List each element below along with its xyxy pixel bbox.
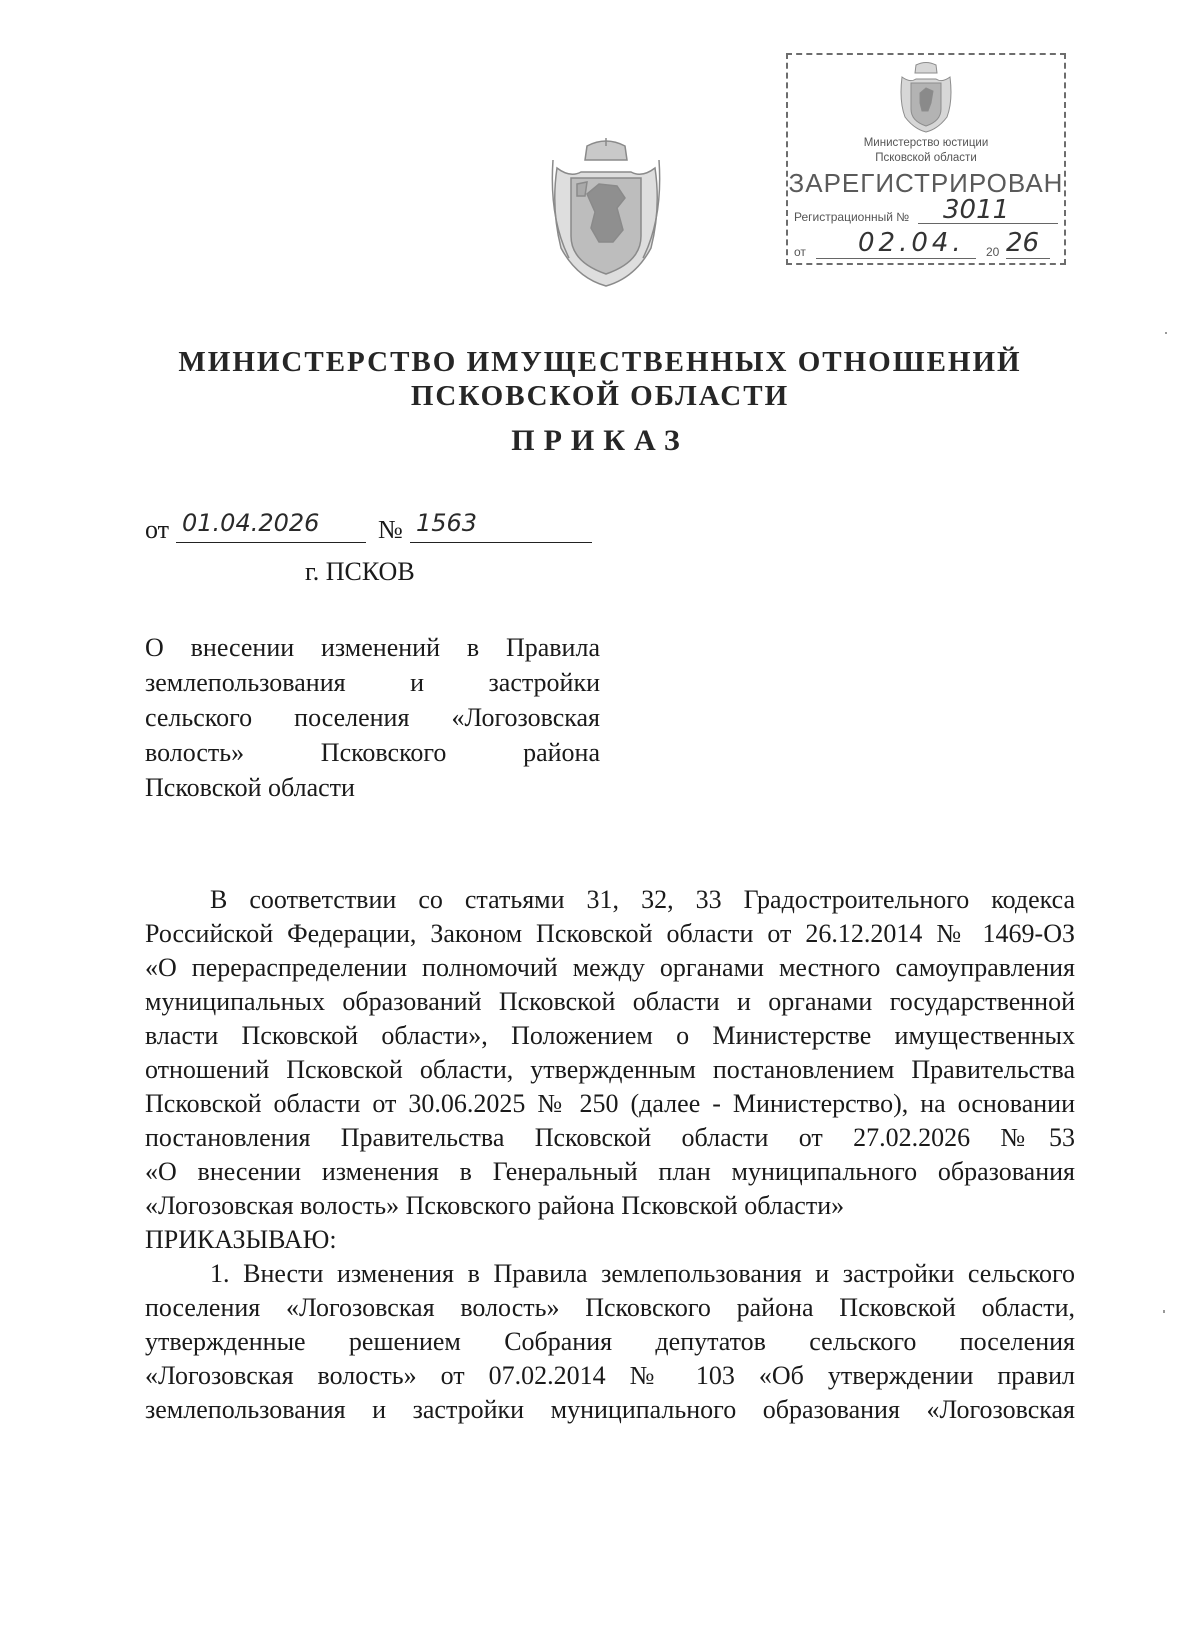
preamble-line: Российской Федерации, Законом Псковской области от 26.12.2014 № 1469-ОЗ (145, 919, 1075, 948)
document-type-title: ПРИКАЗ (511, 424, 689, 457)
subject-line: Псковской области (145, 773, 355, 802)
subject-line: землепользования и застройки (145, 668, 600, 697)
preamble-line: отношений Псковской области, утвержденным постановлением Правительства (145, 1055, 1075, 1084)
order-number-value: 1563 (416, 509, 478, 537)
stamp-year-prefix: 20 (986, 245, 1000, 259)
stamp-year-underline (1006, 258, 1050, 259)
preamble-line: муниципальных образований Псковской области и органами государственной (145, 987, 1075, 1016)
subject-line: сельского поселения «Логозовская (145, 703, 600, 732)
stamp-ministry-line: Министерство юстиции (863, 137, 989, 149)
item1-line: «Логозовская волость» от 07.02.2014 № 103 «Об утверждении правил (145, 1361, 1075, 1390)
order-word: ПРИКАЗЫВАЮ: (145, 1225, 337, 1254)
item1-line: 1. Внести изменения в Правила землепользования и застройки сельского (210, 1259, 1075, 1288)
preamble-line: Псковской области от 30.06.2025 № 250 (далее - Министерство), на основании (145, 1089, 1075, 1118)
registration-stamp (786, 53, 1066, 265)
stamp-registered-label: ЗАРЕГИСТРИРОВАН (788, 168, 1064, 198)
item1-line: землепользования и застройки муниципального образования «Логозовская (145, 1395, 1075, 1424)
item1-line: утвержденные решением Собрания депутатов сельского поселения (145, 1327, 1075, 1356)
order-date-label: от (145, 515, 170, 544)
stamp-reg-number-label: Регистрационный № (794, 210, 910, 224)
scan-speck (1163, 1310, 1165, 1313)
scan-speck (1165, 332, 1167, 334)
ministry-title-line1: МИНИСТЕРСТВО ИМУЩЕСТВЕННЫХ ОТНОШЕНИЙ (178, 346, 1022, 378)
stamp-reg-number-value: 3011 (943, 195, 1010, 225)
ministry-title-line2: ПСКОВСКОЙ ОБЛАСТИ (410, 380, 790, 412)
order-number-underline (410, 542, 592, 543)
stamp-year-value: 26 (1006, 228, 1040, 258)
preamble-line: В соответствии со статьями 31, 32, 33 Градостроительного кодекса (210, 885, 1075, 914)
order-number-label: № (378, 515, 403, 544)
order-date-value: 01.04.2026 (182, 509, 320, 537)
preamble-line: «О внесении изменения в Генеральный план муниципального образования (145, 1157, 1075, 1186)
order-date-underline (176, 542, 366, 543)
stamp-date-label: от (794, 245, 806, 259)
stamp-coat-of-arms-icon (896, 61, 956, 133)
stamp-date-value: 02.04. (858, 228, 965, 258)
city-label: г. ПСКОВ (305, 557, 415, 586)
item1-line: поселения «Логозовская волость» Псковского района Псковской области, (145, 1293, 1075, 1322)
subject-line: О внесении изменений в Правила (145, 633, 600, 662)
subject-line: волость» Псковского района (145, 738, 600, 767)
preamble-line: власти Псковской области», Положением о Министерстве имущественных (145, 1021, 1075, 1050)
stamp-date-underline (816, 258, 976, 259)
coat-of-arms-icon (547, 138, 665, 288)
preamble-line: «Логозовская волость» Псковского района Псковской области» (145, 1191, 845, 1220)
preamble-line: постановления Правительства Псковской области от 27.02.2026 №53 (145, 1123, 1075, 1152)
preamble-line: «О перераспределении полномочий между органами местного самоуправления (145, 953, 1075, 982)
stamp-region-line: Псковской области (875, 152, 977, 164)
